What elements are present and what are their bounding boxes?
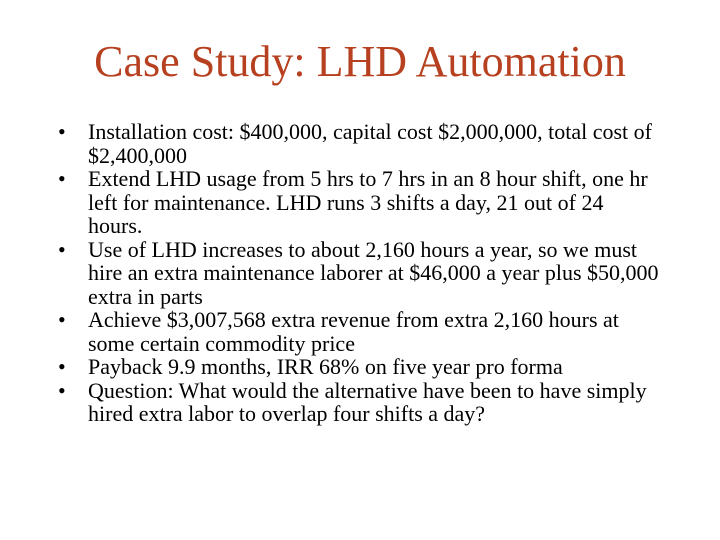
bullet-item [58,238,663,309]
bullet-icon: • [58,236,66,262]
bullet-text: Use of LHD increases to about 2,160 hours a year, so we must hire an extra maintenance laborer at $46,000 a year plus $50,000 extra in parts [88,236,659,309]
bullet-item [58,379,663,426]
bullet-icon: • [58,377,66,403]
bullet-icon: • [58,307,66,332]
bullet-icon: • [58,166,66,191]
bullet-item [58,167,663,238]
bullet-icon: • [58,119,66,144]
slide-title: Case Study: LHD Automation [94,37,626,86]
bullet-icon: • [58,354,66,379]
bullet-item [58,355,663,379]
bullet-text: Extend LHD usage from 5 hrs to 7 hrs in an 8 hour shift, one hr left for maintenance. LHD runs 3 shifts a day, 21 out of 24 hours. [88,166,648,238]
bullet-text: Payback 9.9 months, IRR 68% on five year pro forma [88,354,563,379]
bullet-item [58,308,663,355]
bullet-text: Question: What would the alternative have been to have simply hired extra labor to overlap four shifts a day? [88,377,647,426]
bullet-list [58,120,663,426]
bullet-text: Achieve $3,007,568 extra revenue from extra 2,160 hours at some certain commodity price [88,307,619,356]
bullet-item [58,120,663,167]
bullet-text: Installation cost: $400,000, capital cost $2,000,000, total cost of $2,400,000 [88,119,652,168]
